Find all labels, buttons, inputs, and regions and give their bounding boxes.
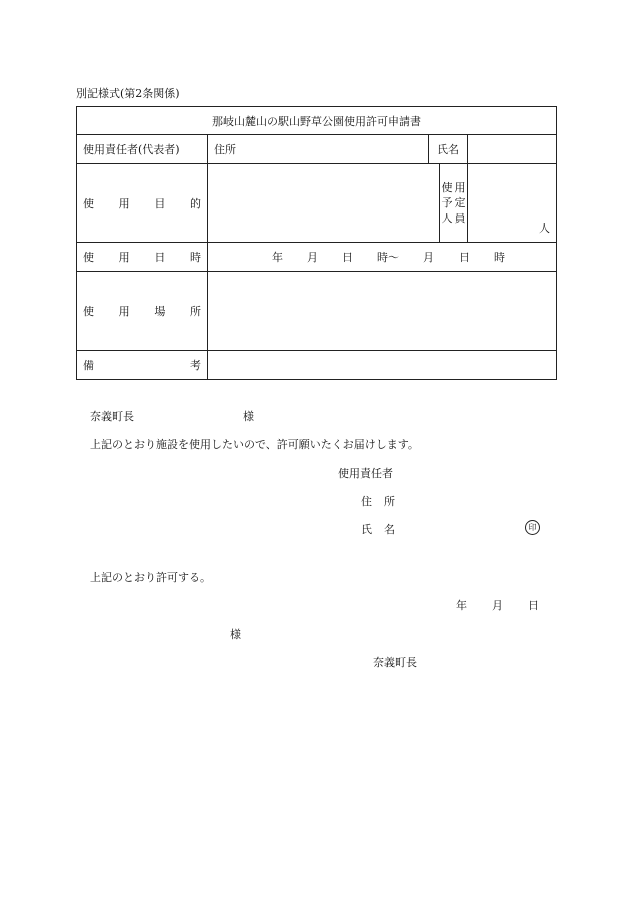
- seal-mark: 印: [525, 520, 540, 535]
- date-unit-month-to: 月: [423, 251, 434, 264]
- address-label: 住所: [214, 143, 236, 156]
- date-unit-month: 月: [307, 251, 318, 264]
- datetime-field[interactable]: [208, 243, 557, 272]
- remarks-label: 備 考: [77, 351, 208, 380]
- approval-text: 上記のとおり許可する。: [90, 571, 211, 584]
- date-unit-hour-to: 時: [494, 251, 505, 264]
- planned-people-field[interactable]: [468, 164, 557, 243]
- datetime-label: 使 用 日 時: [77, 243, 208, 272]
- applicant-address-label: 住 所: [361, 495, 395, 508]
- place-field[interactable]: [208, 272, 557, 351]
- address-field[interactable]: [208, 135, 429, 164]
- responsible-label: 使用責任者(代表者): [77, 135, 208, 164]
- purpose-field[interactable]: [208, 164, 440, 243]
- form-title: 那岐山麓山の駅山野草公園使用許可申請書: [77, 107, 557, 135]
- recipient-honorific: 様: [230, 628, 241, 641]
- date-unit-day: 日: [342, 251, 353, 264]
- date-unit-hour-from: 時〜: [377, 251, 399, 264]
- applicant-title: 使用責任者: [338, 467, 393, 480]
- purpose-label: 使 用 目 的: [77, 164, 208, 243]
- planned-people-label: 使 予 人 用 定 員: [440, 164, 468, 243]
- name-field[interactable]: [468, 135, 557, 164]
- form-reference-note: 別記様式(第2条関係): [76, 87, 180, 100]
- people-unit: 人: [539, 222, 550, 235]
- addressee-honorific: 様: [243, 410, 254, 423]
- date-unit-year: 年: [272, 251, 283, 264]
- name-label: 氏名: [429, 135, 468, 164]
- addressee: 奈義町長: [90, 410, 134, 423]
- request-text: 上記のとおり施設を使用したいので、許可願いたくお届けします。: [90, 438, 419, 451]
- remarks-field[interactable]: [208, 351, 557, 380]
- issuer: 奈義町長: [373, 656, 417, 669]
- applicant-name-label: 氏 名: [361, 523, 395, 536]
- date-unit-day-to: 日: [459, 251, 470, 264]
- approval-date: 年 月 日: [456, 599, 539, 612]
- application-form-table: [76, 106, 557, 380]
- place-label: 使 用 場 所: [77, 272, 208, 351]
